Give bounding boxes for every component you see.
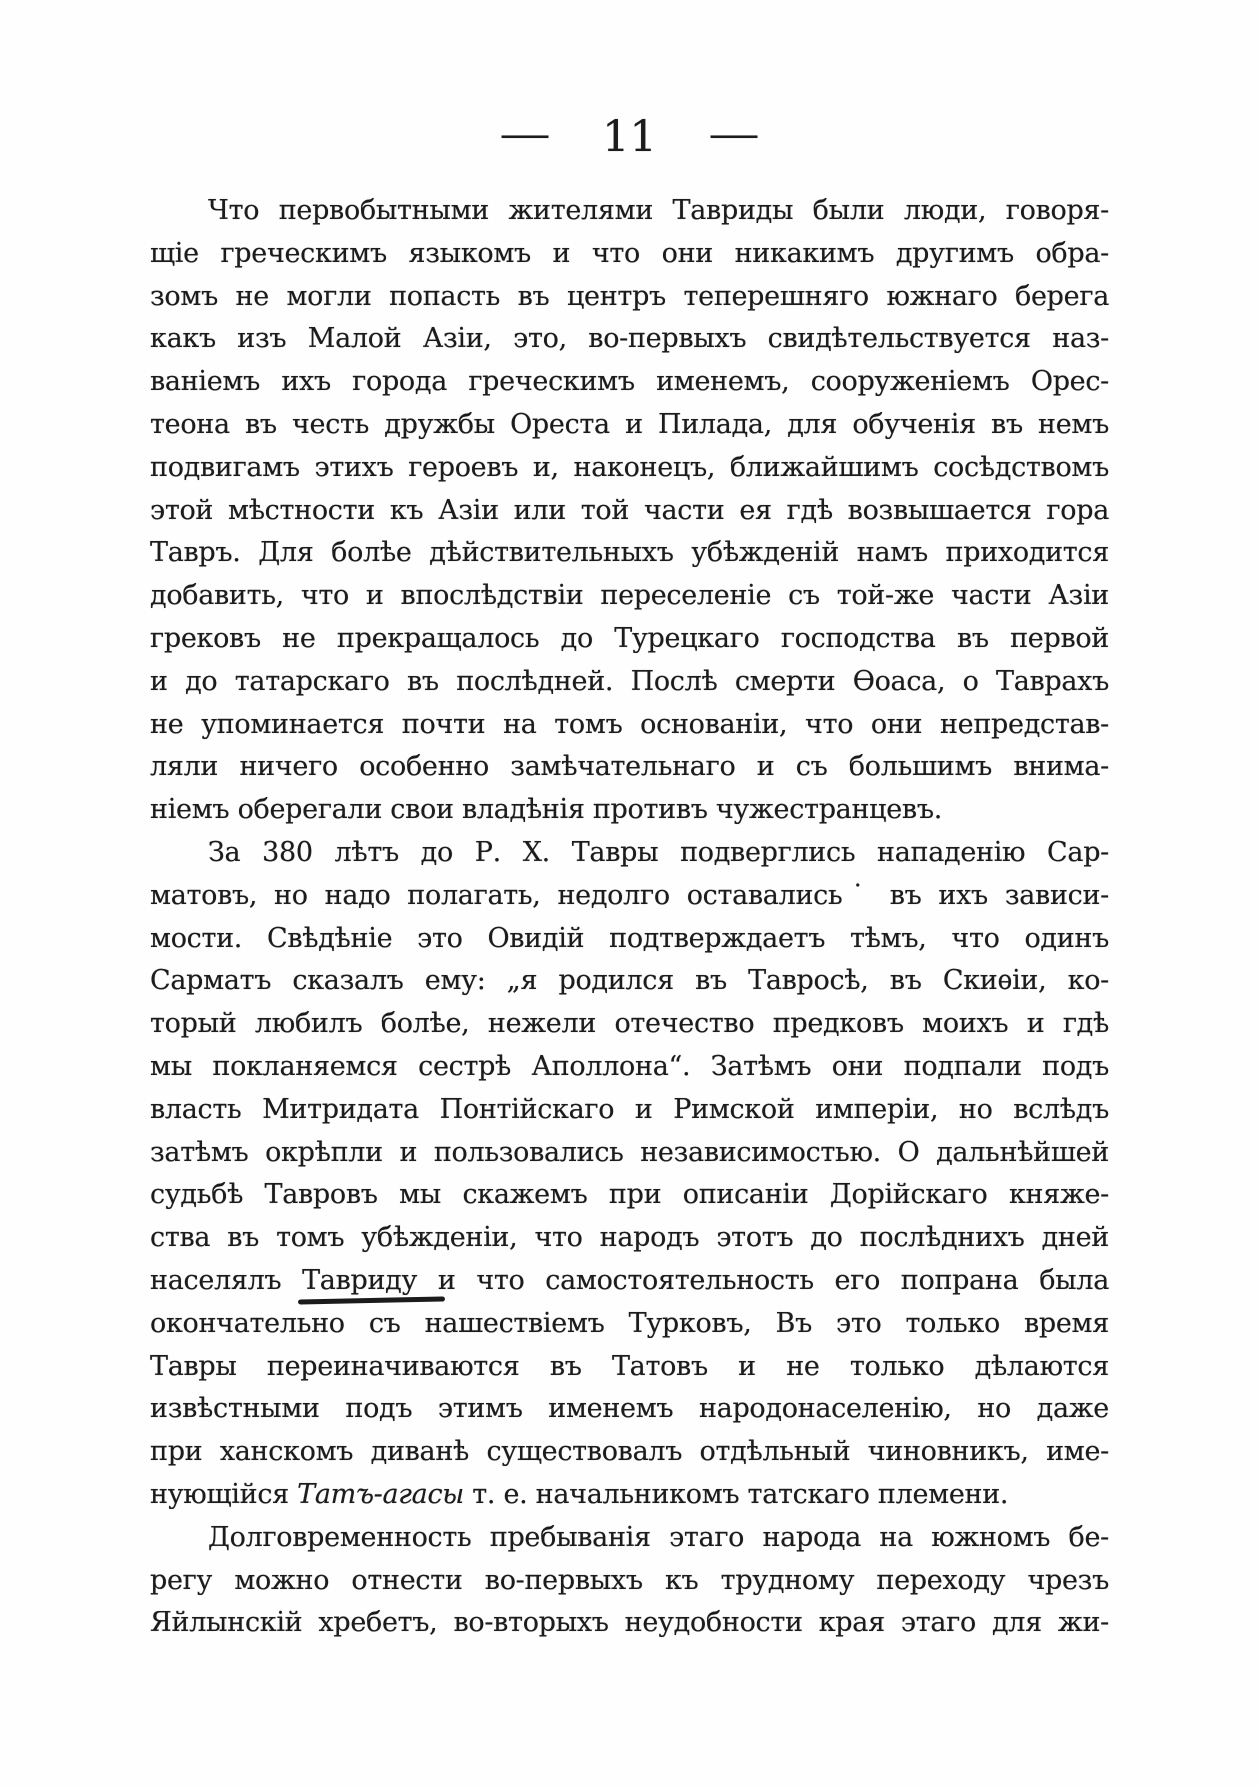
text-segment: нующійся [150,1478,298,1510]
text-line: ляли ничего особенно замѣчательнаго и съ большимъ внима- [150,751,1109,783]
header-dash-left: — [499,111,551,156]
text-line: ства въ томъ убѣжденіи, что народъ этотъ до послѣднихъ дней [150,1222,1109,1254]
text-line: Тавры переиначиваются въ Татовъ и не только дѣлаются [150,1350,1109,1382]
underlined-word: Тавриду [302,1264,418,1296]
text-line: Сарматъ сказалъ ему: „я родился въ Тавросѣ, въ Скиѳіи, ко- [150,965,1109,997]
text-line-with-underline [150,1260,1109,1303]
page-number: 11 [602,112,657,162]
text-line: торый любилъ болѣе, нежели отечество предковъ моихъ и гдѣ [150,1008,1109,1040]
text-segment: т. е. начальникомъ татскаго племени. [463,1478,1009,1510]
text-line: ніемъ оберегали свои владѣнія противъ чужестранцевъ. [150,794,942,826]
text-segment: и что самостоятельность его попрана была [417,1264,1109,1296]
text-line: щіе греческимъ языкомъ и что они никакимъ другимъ обра- [150,237,1109,269]
text-line: ваніемъ ихъ города греческимъ именемъ, сооруженіемъ Орес- [150,366,1109,398]
text-line: этой мѣстности къ Азіи или той части ея гдѣ возвышается гора [150,494,1109,526]
text-line: матовъ, но надо полагать, недолго оставались˙ въ ихъ зависи- [150,879,1109,911]
text-line: затѣмъ окрѣпли и пользовались независимостью. О дальнѣйшей [150,1136,1109,1168]
text-line: подвигамъ этихъ героевъ и, наконецъ, ближайшимъ сосѣдствомъ [150,451,1109,483]
text-line: Тавръ. Для болѣе дѣйствительныхъ убѣжденій намъ приходится [150,537,1109,569]
text-line: судьбѣ Тавровъ мы скажемъ при описаніи Дорійскаго княже- [150,1179,1109,1211]
text-line: не упоминается почти на томъ основаніи, что они непредстав- [150,708,1109,740]
text-line: теона въ честь дружбы Ореста и Пилада, для обученія въ немъ [150,408,1109,440]
body-text [150,190,1109,1645]
text-line: грековъ не прекращалось до Турецкаго господства въ первой [150,622,1109,654]
header-dash-right: — [708,111,760,156]
text-line: извѣстными подъ этимъ именемъ народонаселенію, но даже [150,1393,1109,1425]
text-line: окончательно съ нашествіемъ Турковъ, Въ это только время [150,1307,1109,1339]
text-line: мости. Свѣдѣніе это Овидій подтверждаетъ тѣмъ, что одинъ [150,922,1109,954]
text-line: Долговременность пребыванія этаго народа на южномъ бе- [208,1521,1109,1553]
text-line: добавить, что и впослѣдствіи переселеніе съ той-же части Азіи [150,580,1109,612]
text-segment: населялъ [150,1264,303,1296]
text-line: Яйлынскій хребетъ, во-вторыхъ неудобности края этаго для жи- [150,1607,1109,1639]
page-header [150,111,1109,162]
text-line: власть Митридата Понтійскаго и Римской имперіи, но вслѣдъ [150,1093,1109,1125]
text-line: регу можно отнести во-первыхъ къ трудному переходу чрезъ [150,1564,1109,1596]
text-line-with-italic [150,1474,1109,1517]
italic-term: Татъ-агасы [297,1478,464,1510]
text-line: какъ изъ Малой Азіи, это, во-первыхъ свидѣтельствуется наз- [150,323,1109,355]
text-line: мы покланяемся сестрѣ Аполлона“. Затѣмъ они подпали подъ [150,1050,1109,1082]
text-line: зомъ не могли попасть въ центръ теперешняго южнаго берега [150,280,1109,312]
text-line: и до татарскаго въ послѣдней. Послѣ смерти Ѳоаса, о Таврахъ [150,665,1109,697]
text-line: Что первобытными жителями Тавриды были люди, говоря- [208,195,1109,226]
text-line: при ханскомъ диванѣ существовалъ отдѣльный чиновникъ, име- [150,1436,1109,1468]
text-line: За 380 лѣтъ до Р. Х. Тавры подверглись нападенію Сар- [208,836,1109,868]
